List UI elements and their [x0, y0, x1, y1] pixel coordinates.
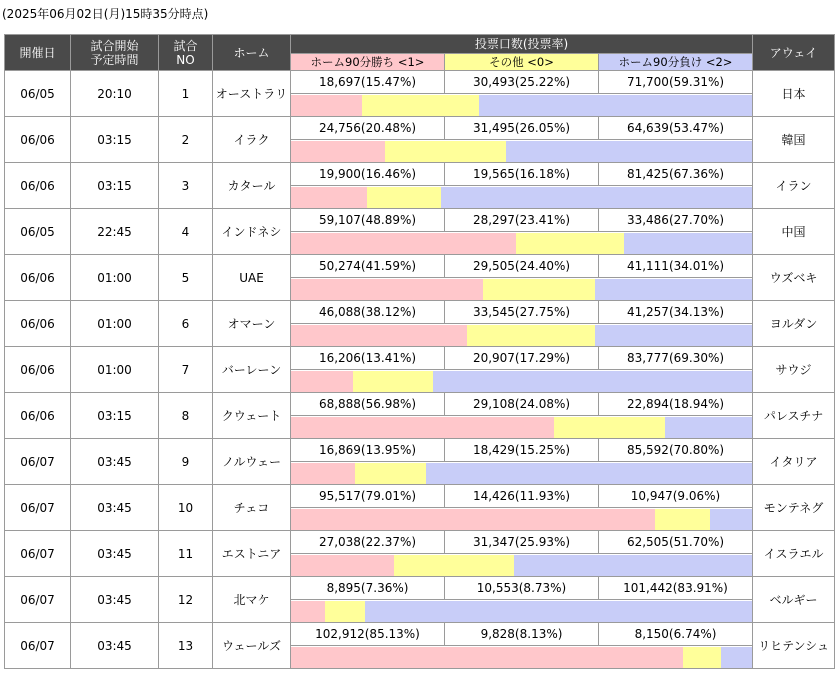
home-lose-votes: 33,486(27.70%): [599, 209, 753, 232]
match-row: [5, 255, 835, 278]
match-no: 12: [159, 577, 213, 623]
vote-ratio-bar: [291, 600, 753, 623]
header-date: 開催日: [5, 35, 71, 71]
match-date: 06/06: [5, 301, 71, 347]
home-win-votes: 50,274(41.59%): [291, 255, 445, 278]
other-votes: 28,297(23.41%): [445, 209, 599, 232]
home-win-votes: 8,895(7.36%): [291, 577, 445, 600]
home-win-votes: 18,697(15.47%): [291, 71, 445, 94]
bar-segment-home-lose: [441, 187, 752, 208]
vote-ratio-bar: [291, 140, 753, 163]
home-win-votes: 16,206(13.41%): [291, 347, 445, 370]
other-votes: 29,108(24.08%): [445, 393, 599, 416]
other-votes: 30,493(25.22%): [445, 71, 599, 94]
header-other: その他 <0>: [445, 54, 599, 71]
bar-segment-home-win: [291, 463, 355, 484]
bar-segment-home-lose: [721, 647, 752, 668]
home-team: エストニア: [213, 531, 291, 577]
match-date: 06/06: [5, 347, 71, 393]
home-win-votes: 19,900(16.46%): [291, 163, 445, 186]
bar-segment-home-lose: [506, 141, 753, 162]
match-no: 2: [159, 117, 213, 163]
match-date: 06/06: [5, 117, 71, 163]
away-team: モンテネグ: [753, 485, 835, 531]
bar-segment-home-lose: [426, 463, 752, 484]
bar-segment-home-lose: [595, 325, 752, 346]
match-time: 03:45: [71, 485, 159, 531]
bar-segment-home-win: [291, 95, 362, 116]
home-win-votes: 16,869(13.95%): [291, 439, 445, 462]
home-win-votes: 95,517(79.01%): [291, 485, 445, 508]
vote-table: [4, 34, 835, 669]
match-date: 06/06: [5, 255, 71, 301]
vote-ratio-bar: [291, 324, 753, 347]
match-row: [5, 393, 835, 416]
home-team: インドネシ: [213, 209, 291, 255]
bar-segment-home-lose: [479, 95, 752, 116]
bar-segment-home-lose: [365, 601, 752, 622]
vote-ratio-bar: [291, 646, 753, 669]
vote-ratio-bar: [291, 278, 753, 301]
bar-segment-home-win: [291, 371, 353, 392]
bar-segment-other: [385, 141, 505, 162]
other-votes: 19,565(16.18%): [445, 163, 599, 186]
home-lose-votes: 101,442(83.91%): [599, 577, 753, 600]
bar-segment-home-win: [291, 509, 655, 530]
home-lose-votes: 83,777(69.30%): [599, 347, 753, 370]
home-lose-votes: 62,505(51.70%): [599, 531, 753, 554]
match-time: 01:00: [71, 255, 159, 301]
home-lose-votes: 22,894(18.94%): [599, 393, 753, 416]
bar-segment-other: [325, 601, 365, 622]
other-votes: 9,828(8.13%): [445, 623, 599, 646]
header-home-win: ホーム90分勝ち <1>: [291, 54, 445, 71]
other-votes: 18,429(15.25%): [445, 439, 599, 462]
header-away: アウェイ: [753, 35, 835, 71]
match-time: 03:15: [71, 117, 159, 163]
home-team: オーストラリ: [213, 71, 291, 117]
bar-segment-other: [355, 463, 425, 484]
bar-segment-other: [353, 371, 433, 392]
away-team: 韓国: [753, 117, 835, 163]
match-time: 01:00: [71, 347, 159, 393]
match-no: 6: [159, 301, 213, 347]
home-team: オマーン: [213, 301, 291, 347]
match-no: 3: [159, 163, 213, 209]
match-row: [5, 117, 835, 140]
vote-ratio-bar: [291, 94, 753, 117]
home-lose-votes: 10,947(9.06%): [599, 485, 753, 508]
match-date: 06/06: [5, 163, 71, 209]
home-team: ウェールズ: [213, 623, 291, 669]
match-no: 13: [159, 623, 213, 669]
match-no: 9: [159, 439, 213, 485]
vote-ratio-bar: [291, 416, 753, 439]
match-time: 03:45: [71, 439, 159, 485]
away-team: ベルギー: [753, 577, 835, 623]
bar-segment-other: [467, 325, 595, 346]
match-row: [5, 439, 835, 462]
match-date: 06/07: [5, 577, 71, 623]
match-no: 10: [159, 485, 213, 531]
match-time: 03:45: [71, 623, 159, 669]
away-team: ウズベキ: [753, 255, 835, 301]
home-win-votes: 68,888(56.98%): [291, 393, 445, 416]
home-lose-votes: 64,639(53.47%): [599, 117, 753, 140]
away-team: イタリア: [753, 439, 835, 485]
bar-segment-other: [554, 417, 665, 438]
bar-segment-other: [394, 555, 514, 576]
vote-ratio-bar: [291, 186, 753, 209]
home-team: ノルウェー: [213, 439, 291, 485]
vote-ratio-bar: [291, 232, 753, 255]
match-row: [5, 623, 835, 646]
bar-segment-home-win: [291, 325, 467, 346]
match-time: 03:45: [71, 577, 159, 623]
match-date: 06/06: [5, 393, 71, 439]
match-time: 03:45: [71, 531, 159, 577]
match-no: 5: [159, 255, 213, 301]
match-time: 03:15: [71, 393, 159, 439]
other-votes: 10,553(8.73%): [445, 577, 599, 600]
home-team: クウェート: [213, 393, 291, 439]
other-votes: 20,907(17.29%): [445, 347, 599, 370]
home-team: UAE: [213, 255, 291, 301]
match-no: 1: [159, 71, 213, 117]
bar-segment-home-win: [291, 233, 516, 254]
match-row: [5, 577, 835, 600]
bar-segment-home-lose: [665, 417, 752, 438]
bar-segment-home-win: [291, 601, 325, 622]
bar-segment-home-lose: [433, 371, 752, 392]
away-team: ヨルダン: [753, 301, 835, 347]
bar-segment-other: [483, 279, 595, 300]
match-date: 06/05: [5, 209, 71, 255]
home-lose-votes: 41,257(34.13%): [599, 301, 753, 324]
home-win-votes: 27,038(22.37%): [291, 531, 445, 554]
home-lose-votes: 81,425(67.36%): [599, 163, 753, 186]
away-team: リヒテンシュ: [753, 623, 835, 669]
header-time: 試合開始 予定時間: [71, 35, 159, 71]
home-lose-votes: 41,111(34.01%): [599, 255, 753, 278]
match-date: 06/07: [5, 439, 71, 485]
home-team: カタール: [213, 163, 291, 209]
away-team: イスラエル: [753, 531, 835, 577]
header-home-lose: ホーム90分負け <2>: [599, 54, 753, 71]
match-time: 03:15: [71, 163, 159, 209]
bar-segment-other: [516, 233, 624, 254]
away-team: 中国: [753, 209, 835, 255]
bar-segment-home-win: [291, 141, 385, 162]
match-no: 11: [159, 531, 213, 577]
match-time: 22:45: [71, 209, 159, 255]
home-win-votes: 102,912(85.13%): [291, 623, 445, 646]
bar-segment-home-lose: [624, 233, 752, 254]
match-row: [5, 531, 835, 554]
bar-segment-home-lose: [595, 279, 752, 300]
match-time: 01:00: [71, 301, 159, 347]
vote-ratio-bar: [291, 508, 753, 531]
away-team: サウジ: [753, 347, 835, 393]
away-team: パレスチナ: [753, 393, 835, 439]
match-time: 20:10: [71, 71, 159, 117]
home-team: 北マケ: [213, 577, 291, 623]
home-win-votes: 24,756(20.48%): [291, 117, 445, 140]
bar-segment-home-win: [291, 279, 483, 300]
bar-segment-home-lose: [514, 555, 752, 576]
match-row: [5, 209, 835, 232]
match-date: 06/07: [5, 485, 71, 531]
match-row: [5, 71, 835, 94]
vote-ratio-bar: [291, 554, 753, 577]
other-votes: 31,347(25.93%): [445, 531, 599, 554]
bar-segment-home-win: [291, 417, 554, 438]
bar-segment-other: [683, 647, 720, 668]
bar-segment-other: [367, 187, 442, 208]
home-team: チェコ: [213, 485, 291, 531]
home-team: イラク: [213, 117, 291, 163]
bar-segment-home-win: [291, 647, 683, 668]
match-date: 06/07: [5, 623, 71, 669]
home-team: バーレーン: [213, 347, 291, 393]
match-row: [5, 485, 835, 508]
match-row: [5, 301, 835, 324]
bar-segment-home-win: [291, 187, 367, 208]
bar-segment-home-win: [291, 555, 394, 576]
header-home: ホーム: [213, 35, 291, 71]
other-votes: 33,545(27.75%): [445, 301, 599, 324]
home-lose-votes: 8,150(6.74%): [599, 623, 753, 646]
match-date: 06/05: [5, 71, 71, 117]
other-votes: 31,495(26.05%): [445, 117, 599, 140]
bar-segment-home-lose: [710, 509, 752, 530]
vote-ratio-bar: [291, 462, 753, 485]
header-no: 試合 NO: [159, 35, 213, 71]
home-lose-votes: 71,700(59.31%): [599, 71, 753, 94]
home-lose-votes: 85,592(70.80%): [599, 439, 753, 462]
match-row: [5, 347, 835, 370]
vote-ratio-bar: [291, 370, 753, 393]
bar-segment-other: [362, 95, 478, 116]
bar-segment-other: [655, 509, 710, 530]
away-team: 日本: [753, 71, 835, 117]
match-no: 8: [159, 393, 213, 439]
match-no: 7: [159, 347, 213, 393]
other-votes: 29,505(24.40%): [445, 255, 599, 278]
header-votes: 投票口数(投票率): [291, 35, 753, 54]
match-date: 06/07: [5, 531, 71, 577]
timestamp: (2025年06月02日(月)15時35分時点): [2, 7, 209, 21]
away-team: イラン: [753, 163, 835, 209]
home-win-votes: 46,088(38.12%): [291, 301, 445, 324]
other-votes: 14,426(11.93%): [445, 485, 599, 508]
match-no: 4: [159, 209, 213, 255]
home-win-votes: 59,107(48.89%): [291, 209, 445, 232]
match-row: [5, 163, 835, 186]
